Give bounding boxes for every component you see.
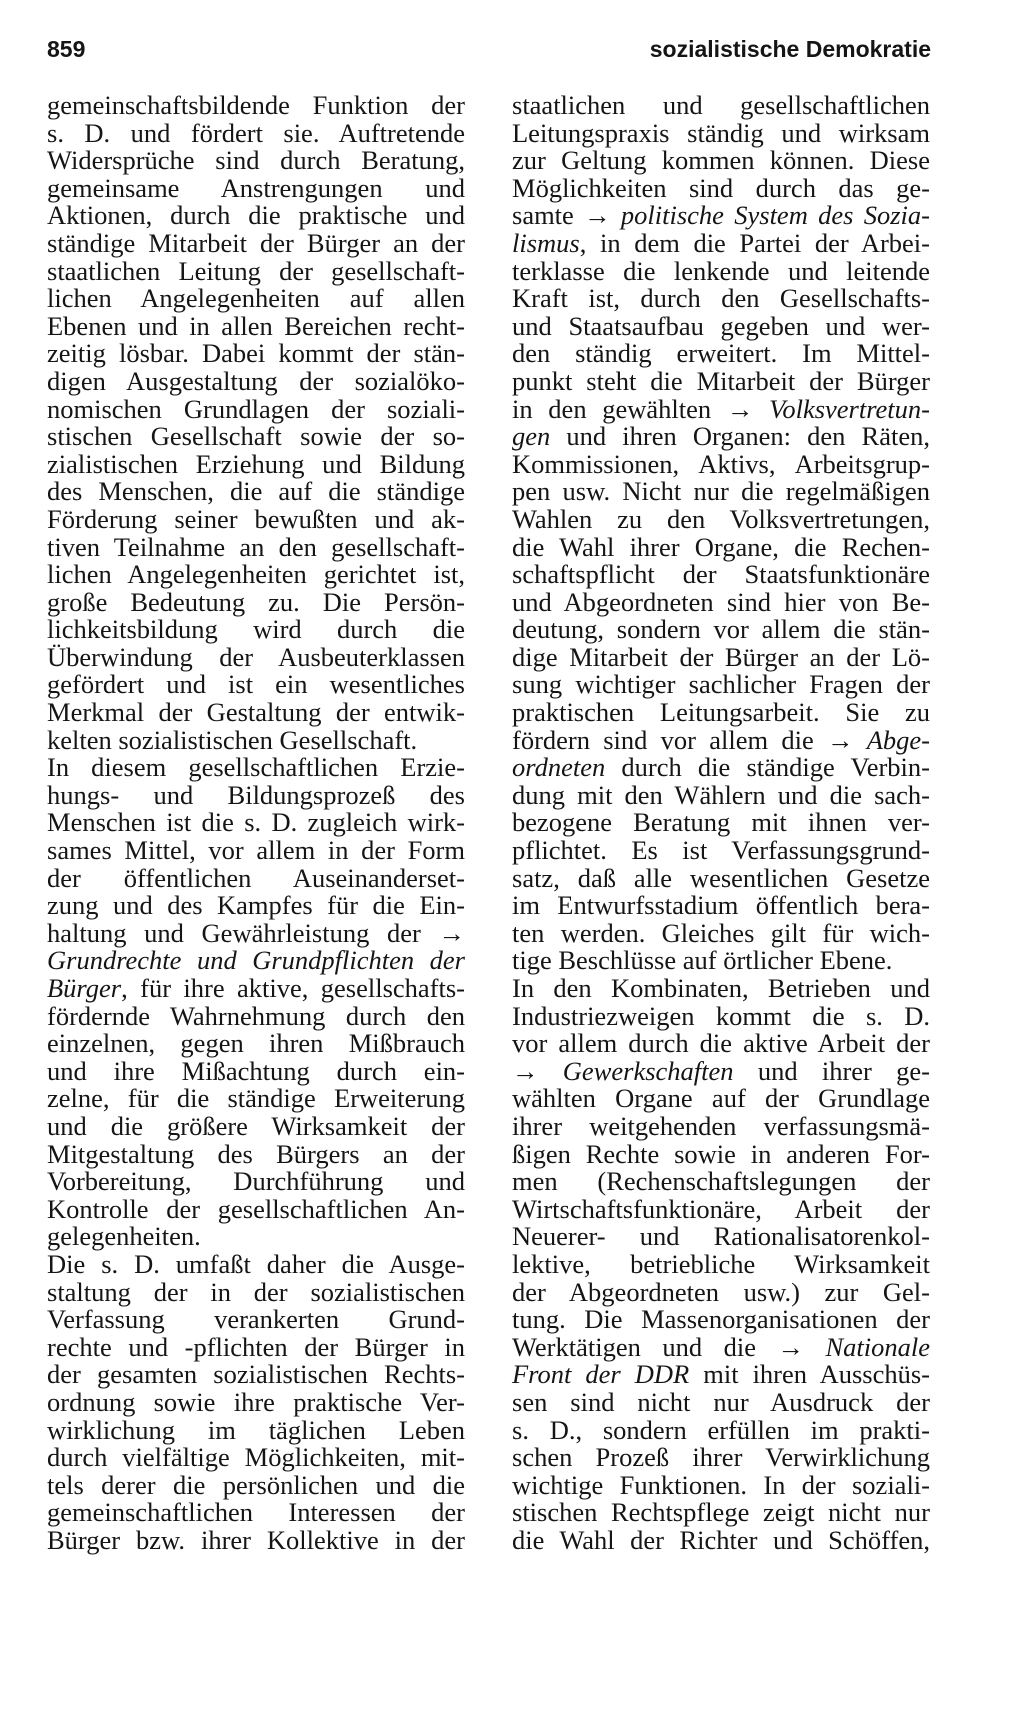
- text-line: den ständig erweitert. Im Mittel-: [512, 338, 930, 369]
- cross-reference-arrow-icon: →: [438, 917, 465, 948]
- text-line: und die größere Wirksamkeit der: [47, 1110, 465, 1141]
- text-line: schaftspflicht der Staatsfunktionäre: [512, 559, 930, 590]
- text-line: des Menschen, die auf die ständige: [47, 476, 465, 507]
- cross-reference-arrow-icon: →: [726, 393, 754, 424]
- text-line: zung und des Kampfes für die Ein-: [47, 890, 465, 921]
- running-head: sozialistische Demokratie: [649, 36, 931, 62]
- text-line: staatlichen und gesellschaftlichen: [512, 90, 930, 120]
- text-line: bezogene Beratung mit ihnen ver-: [512, 807, 930, 838]
- text-line: deutung, sondern vor allem die stän-: [512, 614, 930, 645]
- text-line: [47, 947, 465, 975]
- text-line: große Bedeutung zu. Die Persön-: [47, 586, 465, 617]
- text-line: der gesamten sozialistischen Rechts-: [47, 1359, 465, 1390]
- text-line: stischen Gesellschaft sowie der so-: [47, 421, 465, 452]
- text-line: und ihre Mißachtung durch ein-: [47, 1055, 465, 1086]
- text-line: gelegenheiten.: [47, 1221, 201, 1252]
- cross-reference-arrow-icon: →: [826, 724, 854, 755]
- text-line: gemeinsame Anstrengungen und: [47, 172, 465, 203]
- text-line: durch vielfältige Möglichkeiten, mit-: [47, 1442, 465, 1473]
- text-line: nomischen Grundlagen der soziali-: [47, 393, 465, 424]
- cross-reference-arrow-icon: →: [512, 1055, 563, 1086]
- text-line: Kontrolle der gesellschaftlichen An-: [47, 1193, 465, 1224]
- text-line: Industriezweigen kommt die s. D.: [512, 1000, 930, 1031]
- text-line: im Entwurfsstadium öffentlich bera-: [512, 890, 930, 921]
- text-line: Bürger bzw. ihrer Kollektive in der: [47, 1524, 465, 1555]
- text-line: sung wichtiger sachlicher Fragen der: [512, 669, 930, 700]
- cross-reference-text[interactable]: Front der DDR: [512, 1359, 690, 1390]
- left-text-column: [47, 92, 465, 1554]
- cross-reference-text[interactable]: ordneten: [512, 752, 606, 783]
- text-line: digen Ausgestaltung der sozialöko-: [47, 365, 465, 396]
- text-line: ordneten durch die ständige Verbin-: [512, 752, 930, 783]
- cross-reference-text[interactable]: lismus: [512, 227, 580, 258]
- text-line: Möglichkeiten sind durch das ge-: [512, 172, 930, 203]
- text-line: lismus, in dem die Partei der Arbei-: [512, 227, 930, 258]
- text-line: zur Geltung kommen können. Diese: [512, 145, 930, 176]
- text-line: rechte und -pflichten der Bürger in: [47, 1331, 465, 1362]
- text-line: in den gewählten → Volksvertretun-: [512, 393, 930, 424]
- text-line: zialistischen Erziehung und Bildung: [47, 448, 465, 479]
- page-number: 859: [47, 36, 86, 62]
- text-line: vor allem durch die aktive Arbeit der: [512, 1028, 930, 1059]
- text-line: men (Rechenschaftslegungen der: [512, 1166, 930, 1197]
- text-line: → Gewerkschaften und ihrer ge-: [512, 1055, 930, 1086]
- text-line: ihrer weitgehenden verfassungsmä-: [512, 1110, 930, 1141]
- text-line: fördern sind vor allem die → Abge-: [512, 724, 930, 755]
- text-line: Bürger, für ihre aktive, gesellschafts-: [47, 973, 465, 1003]
- text-line: Überwindung der Ausbeuterklassen: [47, 641, 465, 672]
- text-line: Vorbereitung, Durchführung und: [47, 1166, 465, 1197]
- page-header: [47, 36, 931, 70]
- right-text-column: [512, 92, 930, 1554]
- text-line: ßigen Rechte sowie in anderen For-: [512, 1138, 930, 1169]
- text-line: Die s. D. umfaßt daher die Ausge-: [47, 1248, 465, 1279]
- text-line: und Abgeordneten sind hier von Be-: [512, 586, 930, 617]
- text-line: Wahlen zu den Volksvertretungen,: [512, 503, 930, 534]
- text-line: tels derer die persönlichen und die: [47, 1469, 465, 1500]
- text-line: der öffentlichen Auseinanderset-: [47, 862, 465, 893]
- text-line: gen und ihren Organen: den Räten,: [512, 421, 930, 452]
- text-line: Merkmal der Gestaltung der entwik-: [47, 697, 465, 728]
- text-line: Verfassung verankerten Grund-: [47, 1304, 465, 1335]
- text-line: sames Mittel, vor allem in der Form: [47, 835, 465, 866]
- text-line: der Abgeordneten usw.) zur Gel-: [512, 1276, 930, 1307]
- text-line: wählten Organe auf der Grundlage: [512, 1083, 930, 1114]
- text-line: s. D. und fördert sie. Auftretende: [47, 117, 465, 148]
- text-line: wichtige Funktionen. In der soziali-: [512, 1469, 930, 1500]
- text-line: gemeinschaftsbildende Funktion der: [47, 90, 465, 120]
- text-line: einzelnen, gegen ihren Mißbrauch: [47, 1028, 465, 1059]
- cross-reference-text[interactable]: Gewerkschaften: [562, 1055, 734, 1086]
- text-line: ordnung sowie ihre praktische Ver-: [47, 1386, 465, 1417]
- text-line: lichkeitsbildung wird durch die: [47, 614, 465, 645]
- text-line: zelne, für die ständige Erweiterung: [47, 1083, 465, 1114]
- text-line: terklasse die lenkende und leitende: [512, 255, 930, 286]
- text-line: ständige Mitarbeit der Bürger an der: [47, 227, 465, 258]
- text-line: tige Beschlüsse auf örtlicher Ebene.: [512, 945, 893, 976]
- text-line: fördernde Wahrnehmung durch den: [47, 1000, 465, 1031]
- text-line: lichen Angelegenheiten gerichtet ist,: [47, 559, 465, 590]
- text-line: Aktionen, durch die praktische und: [47, 200, 465, 231]
- text-line: staltung der in der sozialistischen: [47, 1276, 465, 1307]
- text-line: lichen Angelegenheiten auf allen: [47, 283, 465, 314]
- cross-reference-text[interactable]: gen: [512, 421, 551, 452]
- text-line: Widersprüche sind durch Beratung,: [47, 145, 465, 176]
- text-line: Förderung seiner bewußten und ak-: [47, 503, 465, 534]
- text-line: haltung und Gewährleistung der →: [47, 917, 465, 948]
- text-line: Kommissionen, Aktivs, Arbeitsgrup-: [512, 448, 930, 479]
- cross-reference-text[interactable]: Abge-: [866, 724, 930, 755]
- cross-reference-text[interactable]: Volksvertretun-: [769, 393, 930, 424]
- text-line: satz, daß alle wesentlichen Gesetze: [512, 862, 930, 893]
- cross-reference-arrow-icon: →: [584, 200, 611, 231]
- cross-reference-text[interactable]: Grundrechte und Grundpflichten der: [47, 945, 465, 976]
- text-line: Werktätigen und die → Nationale: [512, 1331, 930, 1362]
- text-line: ten werden. Gleiches gilt für wich-: [512, 917, 930, 948]
- text-line: Menschen ist die s. D. zugleich wirk-: [47, 807, 465, 838]
- text-line: zeitig lösbar. Dabei kommt der stän-: [47, 338, 465, 369]
- text-line: stischen Rechtspflege zeigt nicht nur: [512, 1497, 930, 1528]
- text-line: gefördert und ist ein wesentliches: [47, 669, 465, 700]
- cross-reference-arrow-icon: →: [777, 1331, 804, 1362]
- text-line: dige Mitarbeit der Bürger an der Lö-: [512, 641, 930, 672]
- text-line: Wirtschaftsfunktionäre, Arbeit der: [512, 1193, 930, 1224]
- text-line: lektive, betriebliche Wirksamkeit: [512, 1248, 930, 1279]
- text-line: punkt steht die Mitarbeit der Bürger: [512, 365, 930, 396]
- text-line: gemeinschaftlichen Interessen der: [47, 1497, 465, 1528]
- text-line: Leitungspraxis ständig und wirksam: [512, 117, 930, 148]
- text-line: die Wahl ihrer Organe, die Rechen-: [512, 531, 930, 562]
- text-line: In diesem gesellschaftlichen Erzie-: [47, 752, 465, 783]
- text-line: wirklichung im täglichen Leben: [47, 1414, 465, 1445]
- text-line: s. D., sondern erfüllen im prakti-: [512, 1414, 930, 1445]
- text-line: schen Prozeß ihrer Verwirklichung: [512, 1442, 930, 1473]
- text-line: hungs- und Bildungsprozeß des: [47, 779, 465, 810]
- text-line: Front der DDR mit ihren Ausschüs-: [512, 1359, 930, 1390]
- text-line: dung mit den Wählern und die sach-: [512, 779, 930, 810]
- text-line: Ebenen und in allen Bereichen recht-: [47, 310, 465, 341]
- text-line: samte → politische System des Sozia-: [512, 200, 930, 231]
- text-line: kelten sozialistischen Gesellschaft.: [47, 724, 418, 755]
- text-line: und Staatsaufbau gegeben und wer-: [512, 310, 930, 341]
- cross-reference-text[interactable]: Bürger: [47, 973, 122, 1003]
- text-line: pen usw. Nicht nur die regelmäßigen: [512, 476, 930, 507]
- text-line: tung. Die Massenorganisationen der: [512, 1304, 930, 1335]
- text-line: Neuerer- und Rationalisatorenkol-: [512, 1221, 930, 1252]
- text-line: staatlichen Leitung der gesellschaft-: [47, 255, 465, 286]
- cross-reference-text[interactable]: politische System des Sozia-: [620, 200, 930, 231]
- text-line: praktischen Leitungsarbeit. Sie zu: [512, 697, 930, 728]
- text-line: die Wahl der Richter und Schöffen,: [512, 1524, 930, 1555]
- text-line: sen sind nicht nur Ausdruck der: [512, 1386, 930, 1417]
- text-line: Mitgestaltung des Bürgers an der: [47, 1138, 465, 1169]
- text-line: tiven Teilnahme an den gesellschaft-: [47, 531, 465, 562]
- text-line: Kraft ist, durch den Gesellschafts-: [512, 283, 930, 314]
- cross-reference-text[interactable]: Nationale: [825, 1331, 930, 1362]
- text-line: In den Kombinaten, Betrieben und: [512, 973, 930, 1003]
- text-line: pflichtet. Es ist Verfassungsgrund-: [512, 835, 930, 866]
